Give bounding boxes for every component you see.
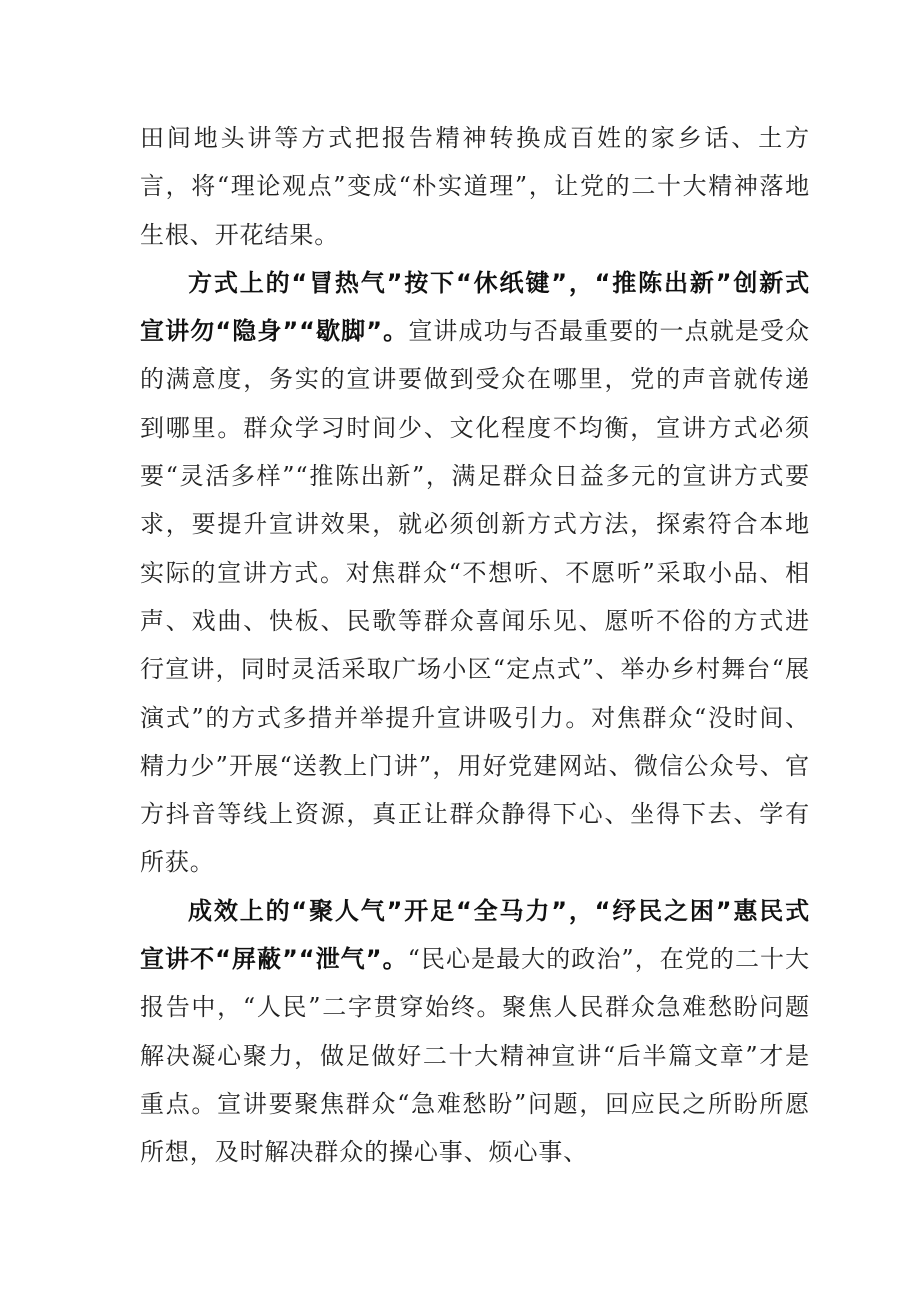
paragraph-2-heading: 方式上的“冒热气”按下“休纸键”，“推陈出新”创新式宣讲勿“隐身”“歇脚”。 bbox=[140, 268, 810, 346]
paragraph-3-heading: 成效上的“聚人气”开足“全马力”，“纾民之困”惠民式宣讲不“屏蔽”“泄气”。 bbox=[140, 896, 810, 974]
paragraph-method bbox=[140, 259, 810, 887]
paragraph-3-text: “民心是最大的政治”，在党的二十大报告中，“人民”二字贯穿始终。聚焦人民群众急难愁盼问题解决凝心聚力，做足做好二十大精神宣讲“后半篇文章”才是重点。宣讲要聚焦群众“急难愁盼”问题，回应民之所盼所愿所想，及时解决群众的操心事、烦心事、 bbox=[140, 945, 810, 1167]
body-text bbox=[140, 114, 810, 1177]
paragraph-2-text: 宣讲成功与否最重要的一点就是受众的满意度，务实的宣讲要做到受众在哪里，党的声音就传递到哪里。群众学习时间少、文化程度不均衡，宣讲方式必须要“灵活多样”“推陈出新”，满足群众日益多元的宣讲方式要求，要提升宣讲效果，就必须创新方式方法，探索符合本地实际的宣讲方式。对焦群众“不想听、不愿听”采取小品、相声、戏曲、快板、民歌等群众喜闻乐见、愿听不俗的方式进行宣讲，同时灵活采取广场小区“定点式”、举办乡村舞台“展演式”的方式多措并举提升宣讲吸引力。对焦群众“没时间、精力少”开展“送教上门讲”，用好党建网站、微信公众号、官方抖音等线上资源，真正让群众静得下心、坐得下去、学有所获。 bbox=[140, 317, 810, 877]
paragraph-continuation bbox=[140, 114, 810, 259]
paragraph-1-text: 田间地头讲等方式把报告精神转换成百姓的家乡话、土方言，将“理论观点”变成“朴实道理”，让党的二十大精神落地生根、开花结果。 bbox=[140, 124, 810, 249]
paragraph-effect bbox=[140, 887, 810, 1177]
